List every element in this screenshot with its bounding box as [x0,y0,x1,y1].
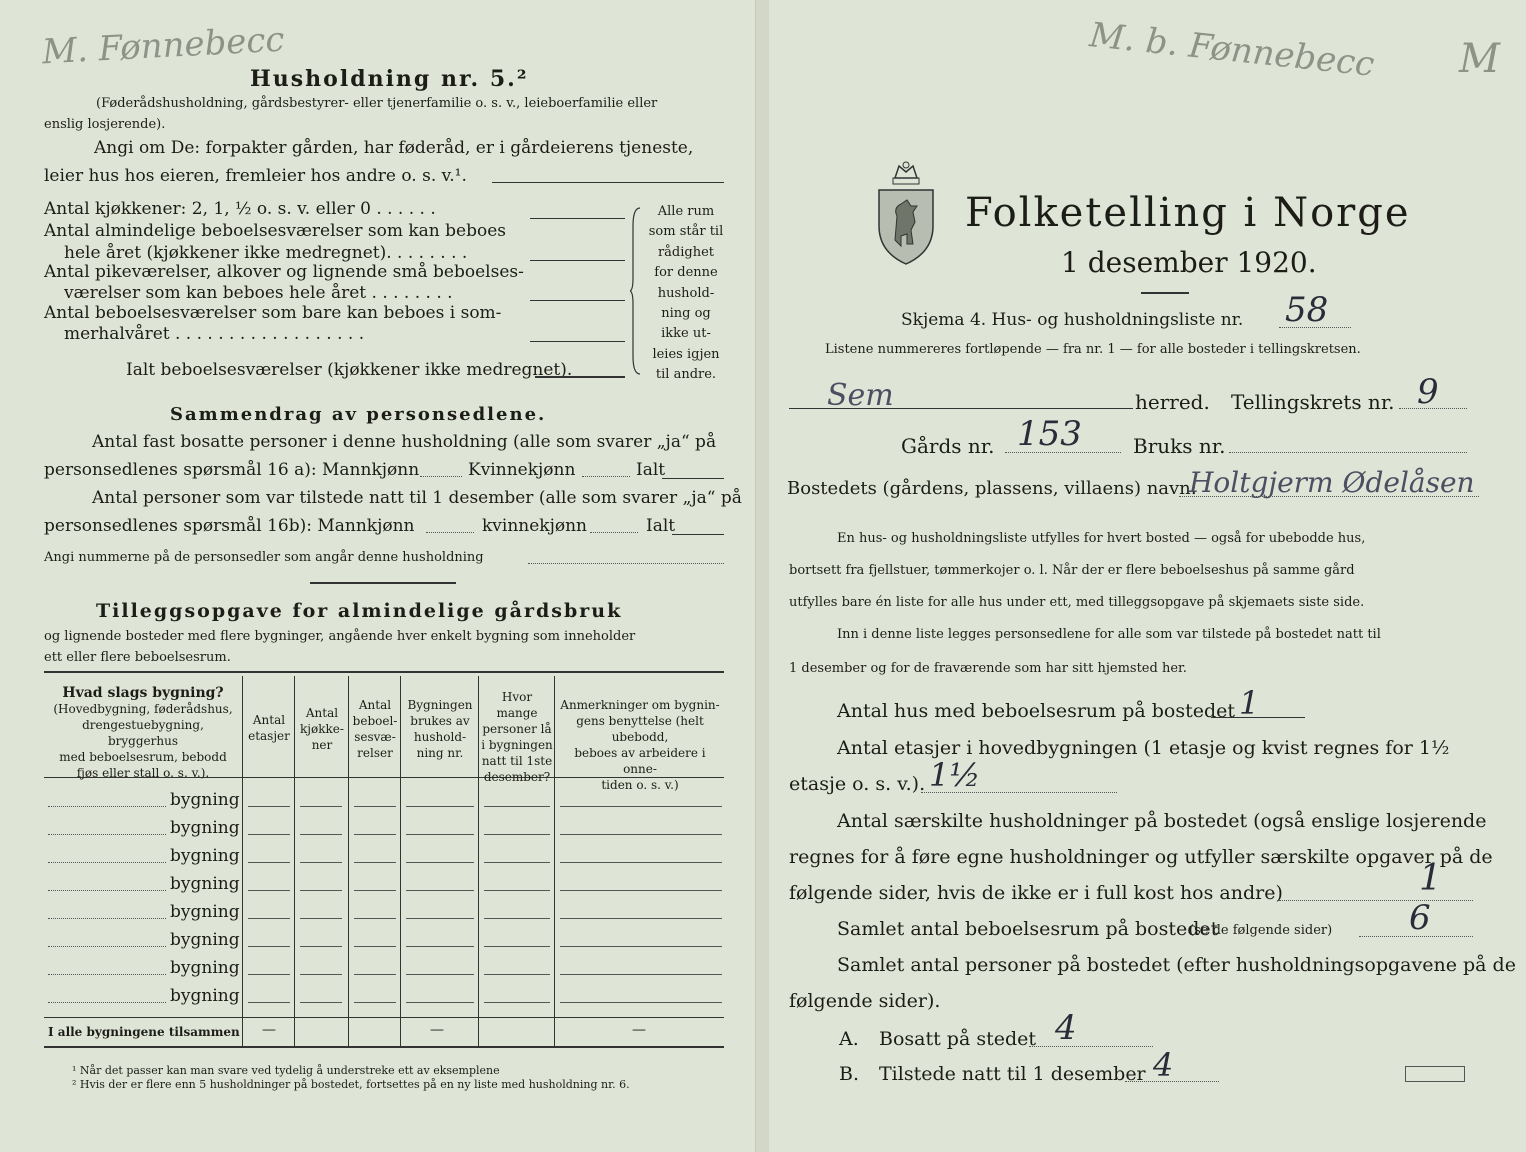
col-divider [294,676,295,1046]
section-divider [310,582,456,584]
bosted-line [1179,496,1479,497]
hush-line-3: følgende sider, hvis de ikke er i full kost hos andre) [789,882,1283,904]
tillegg-heading: Tilleggsopgave for almindelige gårdsbruk [96,600,623,622]
samlet-rum-value[interactable]: 6 [1409,898,1431,938]
etasjer-line-1: Antal etasjer i hovedbygningen (1 etasje og kvist regnes for 1½ [837,737,1450,759]
col-divider [400,676,401,1046]
listene-note: Listene nummereres fortløpende — fra nr. 1 — for alle bosteder i tellingskretsen. [825,342,1361,357]
samlet-pers-line-1: Samlet antal personer på bostedet (efter husholdningsopgavene på de [837,954,1516,976]
rooms-alm-2: hele året (kjøkkener ikke medregnet). . . . . . . . [64,243,468,263]
hush-line [1279,900,1473,901]
sammendrag-heading: Sammendrag av personsedlene. [170,404,547,425]
liste-nr-line [1279,327,1351,328]
coat-of-arms-icon [873,160,939,270]
th-bygning: Hvad slags bygning? (Hovedbygning, føderådshus, drengestuebygning, bryggerhus med beboelsesrum, bebodd fjøs eller stall o. s. v.). [53,685,233,780]
b-text: Tilstede natt til 1 desember [879,1063,1146,1085]
tillegg-sub-2: ett eller flere beboelsesrum. [44,650,231,665]
info-line-1: En hus- og husholdningsliste utfylles for hvert bosted — også for ubebodde hus, [837,531,1366,546]
alm-answer[interactable] [530,260,625,261]
bosted-value[interactable]: Holtgjerm Ødelåsen [1189,466,1475,499]
th-husholdning: Bygningen brukes av hushold- ning nr. [407,698,473,760]
hush-line-2: regnes for å føre egne husholdninger og utfyller særskilte opgaver på de [789,846,1493,868]
antal-hus-line [1211,717,1305,718]
samlet-pers-line-2: følgende sider). [789,990,941,1012]
herred-label: herred. [1135,390,1210,414]
household-subtitle-1: (Føderådshusholdning, gårdsbestyrer- eller tjenerfamilie o. s. v., leieboerfamilie eller [96,96,658,111]
gards-value[interactable]: 153 [1017,414,1082,454]
skjema-label: Skjema 4. Hus- og husholdningsliste nr. [901,310,1244,330]
total-dash: — [262,1022,276,1038]
fast-mann-answer[interactable] [420,476,462,477]
fast-line-2a: personsedlenes spørsmål 16 a): Mannkjønn [44,460,420,480]
tellingskrets-line [1399,408,1467,409]
pencil-note-right: M. b. Fønnebecc [1087,15,1377,85]
info-line-5: 1 desember og for de fraværende som har sitt hjemsted her. [789,661,1187,676]
th-etasjer: Antal etasjer [248,713,290,743]
th-anmerkninger: Anmerkninger om bygnin- gens benyttelse (helt ubebodd, beboes av arbeidere i onne- tiden o. s. v.) [560,698,720,792]
tellingskrets-label: Tellingskrets nr. [1231,390,1395,414]
total-dash: — [430,1022,444,1038]
household-subtitle-2: enslig losjerende). [44,117,166,132]
antal-hus-value[interactable]: 1 [1239,684,1260,722]
census-date: 1 desember 1920. [1061,246,1317,279]
gards-line [1005,452,1121,453]
fast-line-2b: Kvinnekjønn [468,460,576,480]
total-label: I alle bygningene tilsammen [48,1025,240,1039]
info-line-2: bortsett fra fjellstuer, tømmerkojer o. l. Når der er flere beboelseshus på samme gård [789,563,1355,578]
tilstede-line-1: Antal personer som var tilstede natt til 1 desember (alle som svarer „ja“ på [92,488,742,508]
antal-hus-label: Antal hus med beboelsesrum på bostedet [837,700,1236,722]
table-bottom [44,1046,724,1048]
hush-line-1: Antal særskilte husholdninger på bostedet (også enslige losjerende [837,810,1487,832]
left-page: M. Fønnebecc Husholdning nr. 5.² (Føderådshusholdning, gårdsbestyrer- eller tjenerfamilie o. s. v., leieboerfamilie eller enslig losjerende). Angi om De: forpakter gården, har føderåd, er i gårdeierens tjeneste, leier hus hos eieren, fremleier hos andre o. s. v.¹. Antal kjøkkener: 2, 1, ½ o. s. v. eller 0 . . . . . . Antal almindelige beboelsesværelser som kan beboes hele året (kjøkkener ikke medregnet). . . . . . . . Antal pikeværelser, alkover og lignende små beboelses- værelser som kan beboes hele året . . . . . . . . Antal beboelsesværelser som bare kan beboes i som- merhalvåret . . . . . . . . . . . . . . . . . . Ialt beboelsesværelser (kjøkkener ikke medregnet). Alle rum som står til rådighet for denne hushold- ning og ikke ut- leies igjen til andre. Sammendrag av personsedlene. Antal fast bosatte personer i denne husholdning (alle som svarer „ja“ på personsedlenes spørsmål 16 a): Mannkjønn Kvinnekjønn Ialt Antal personer som var tilstede natt til 1 desember (alle som svarer „ja“ på personsedlenes spørsmål 16b): Mannkjønn kvinnekjønn Ialt Angi nummerne på de personsedler som angår denne husholdning Tilleggsopgave for almindelige gårdsbruk og lignende bosteder med flere bygninger, angående hver enkelt bygning som inneholder ett eller flere beboelsesrum. Hvad slags bygning? (Hovedbygning, føderådshus, drengestuebygning, bryggerhus med beboelsesrum, bebodd fjøs eller stall o. s. v.). Antal etasjer Antal kjøkke- ner Antal beboel- sesvæ- relser Bygningen brukes av hushold- ning nr. Hvor mange personer lå i bygningen natt til 1ste desember? Anmerkninger om bygnin- gens benyttelse (helt ubebodd, beboes av arbeidere i onne- tiden o. s. v.) bygning bygning bygning bygning bygning bygning bygning bygning I alle bygningene tilsammen — — — ¹ Når det passer kan man svare ved tydelig å understreke ett av eksemplene ² Hvis der er flere enn 5 husholdninger på bostedet, fortsettes på en ny liste med husholdning nr. 6. [0,0,755,1152]
right-page [769,0,1526,1152]
angi-nummer-answer[interactable] [528,563,724,564]
footnote-2: ² Hvis der er flere enn 5 husholdninger på bostedet, fortsettes på en ny liste med husholdning nr. 6. [72,1078,630,1091]
margin-mark: M [1459,36,1500,82]
ialt-answer[interactable] [535,376,625,378]
fast-line-1: Antal fast bosatte personer i denne husholdning (alle som svarer „ja“ på [92,432,717,452]
th-beboelsesvaerelser: Antal beboel- sesvæ- relser [352,698,398,760]
tilstede-line-2a: personsedlenes spørsmål 16b): Mannkjønn [44,516,415,536]
rooms-sommer-1: Antal beboelsesværelser som bare kan beboes i som- [44,303,502,323]
th-personer: Hvor mange personer lå i bygningen natt til 1ste desember? [481,690,553,784]
samlet-rum-label: Samlet antal beboelsesrum på bostedet [837,918,1219,940]
printer-stamp [1405,1066,1465,1082]
fast-line-2c: Ialt [636,460,666,480]
col-divider [554,676,555,1046]
pike-answer[interactable] [530,300,625,301]
footnote-1: ¹ Når det passer kan man svare ved tydelig å understreke ett av eksemplene [72,1064,500,1077]
a-label: A. [839,1028,859,1050]
tilstede-ialt-answer[interactable] [672,534,724,535]
brace-icon [630,206,644,376]
tellingskrets-value[interactable]: 9 [1417,372,1439,412]
main-title: Folketelling i Norge [965,190,1411,236]
angi-answer-line[interactable] [492,182,724,183]
angi-line-2: leier hus hos eieren, fremleier hos andre o. s. v.¹. [44,166,467,186]
rooms-ialt: Ialt beboelsesværelser (kjøkkener ikke medregnet). [126,360,573,380]
a-line [1029,1046,1153,1047]
gards-label: Gårds nr. [901,434,995,458]
rooms-pike-2: værelser som kan beboes hele året . . . . . . . . [64,283,453,303]
herred-line [789,408,1133,409]
samlet-rum-line [1359,936,1473,937]
info-line-4: Inn i denne liste legges personsedlene for alle som var tilstede på bostedet natt til [837,627,1381,642]
bosted-label: Bostedets (gårdens, plassens, villaens) navn: [787,478,1197,499]
samlet-rum-small: (se de følgende sider) [1189,923,1333,938]
tilstede-line-2c: Ialt [646,516,676,536]
rooms-pike-1: Antal pikeværelser, alkover og lignende små beboelses- [44,262,524,282]
bruks-line[interactable] [1229,452,1467,453]
b-value[interactable]: 4 [1153,1046,1174,1084]
a-text: Bosatt på stedet [879,1028,1036,1050]
col-divider [478,676,479,1046]
col-divider [242,676,243,1046]
b-line [1125,1081,1219,1082]
angi-line-1: Angi om De: forpakter gården, har føderåd, er i gårdeierens tjeneste, [94,138,694,158]
brace-note: Alle rum som står til rådighet for denne hushold- ning og ikke ut- leies igjen til andre. [648,204,724,383]
fast-ialt-answer[interactable] [662,478,724,479]
etasjer-value[interactable]: 1½ [929,756,981,794]
herred-value[interactable]: Sem [827,378,894,413]
sommer-answer[interactable] [530,341,625,342]
rooms-alm-1: Antal almindelige beboelsesværelser som kan beboes [44,221,506,241]
hush-value[interactable]: 1 [1419,858,1442,899]
col-divider [348,676,349,1046]
rooms-sommer-2: merhalvåret . . . . . . . . . . . . . . . . . . [64,324,365,344]
tilstede-line-2b: kvinnekjønn [482,516,588,536]
fast-kvinne-answer[interactable] [582,476,630,477]
household-title: Husholdning nr. 5.² [250,66,529,92]
etasjer-line-2: etasje o. s. v.). [789,773,926,795]
table-top [44,671,724,673]
tillegg-sub-1: og lignende bosteder med flere bygninger, angående hver enkelt bygning som inneholder [44,629,636,644]
b-label: B. [839,1063,860,1085]
kjokkener-answer[interactable] [530,218,625,219]
bruks-label: Bruks nr. [1133,434,1226,458]
title-rule [1141,292,1189,294]
tilstede-kvinne-answer[interactable] [590,532,638,533]
info-line-3: utfylles bare én liste for alle hus under ett, med tilleggsopgave på skjemaets siste side. [789,595,1365,610]
table-total-top [44,1017,724,1018]
liste-nr-value[interactable]: 58 [1285,290,1329,330]
pencil-note-left: M. Fønnebecc [41,19,286,73]
etasjer-line [921,792,1117,793]
tilstede-mann-answer[interactable] [426,532,474,533]
a-value[interactable]: 4 [1055,1008,1077,1048]
angi-nummer: Angi nummerne på de personsedler som angår denne husholdning [44,550,484,565]
total-dash: — [632,1022,646,1038]
th-kjokkener: Antal kjøkke- ner [300,706,344,752]
rooms-kjokkener: Antal kjøkkener: 2, 1, ½ o. s. v. eller 0 . . . . . . [44,199,436,219]
